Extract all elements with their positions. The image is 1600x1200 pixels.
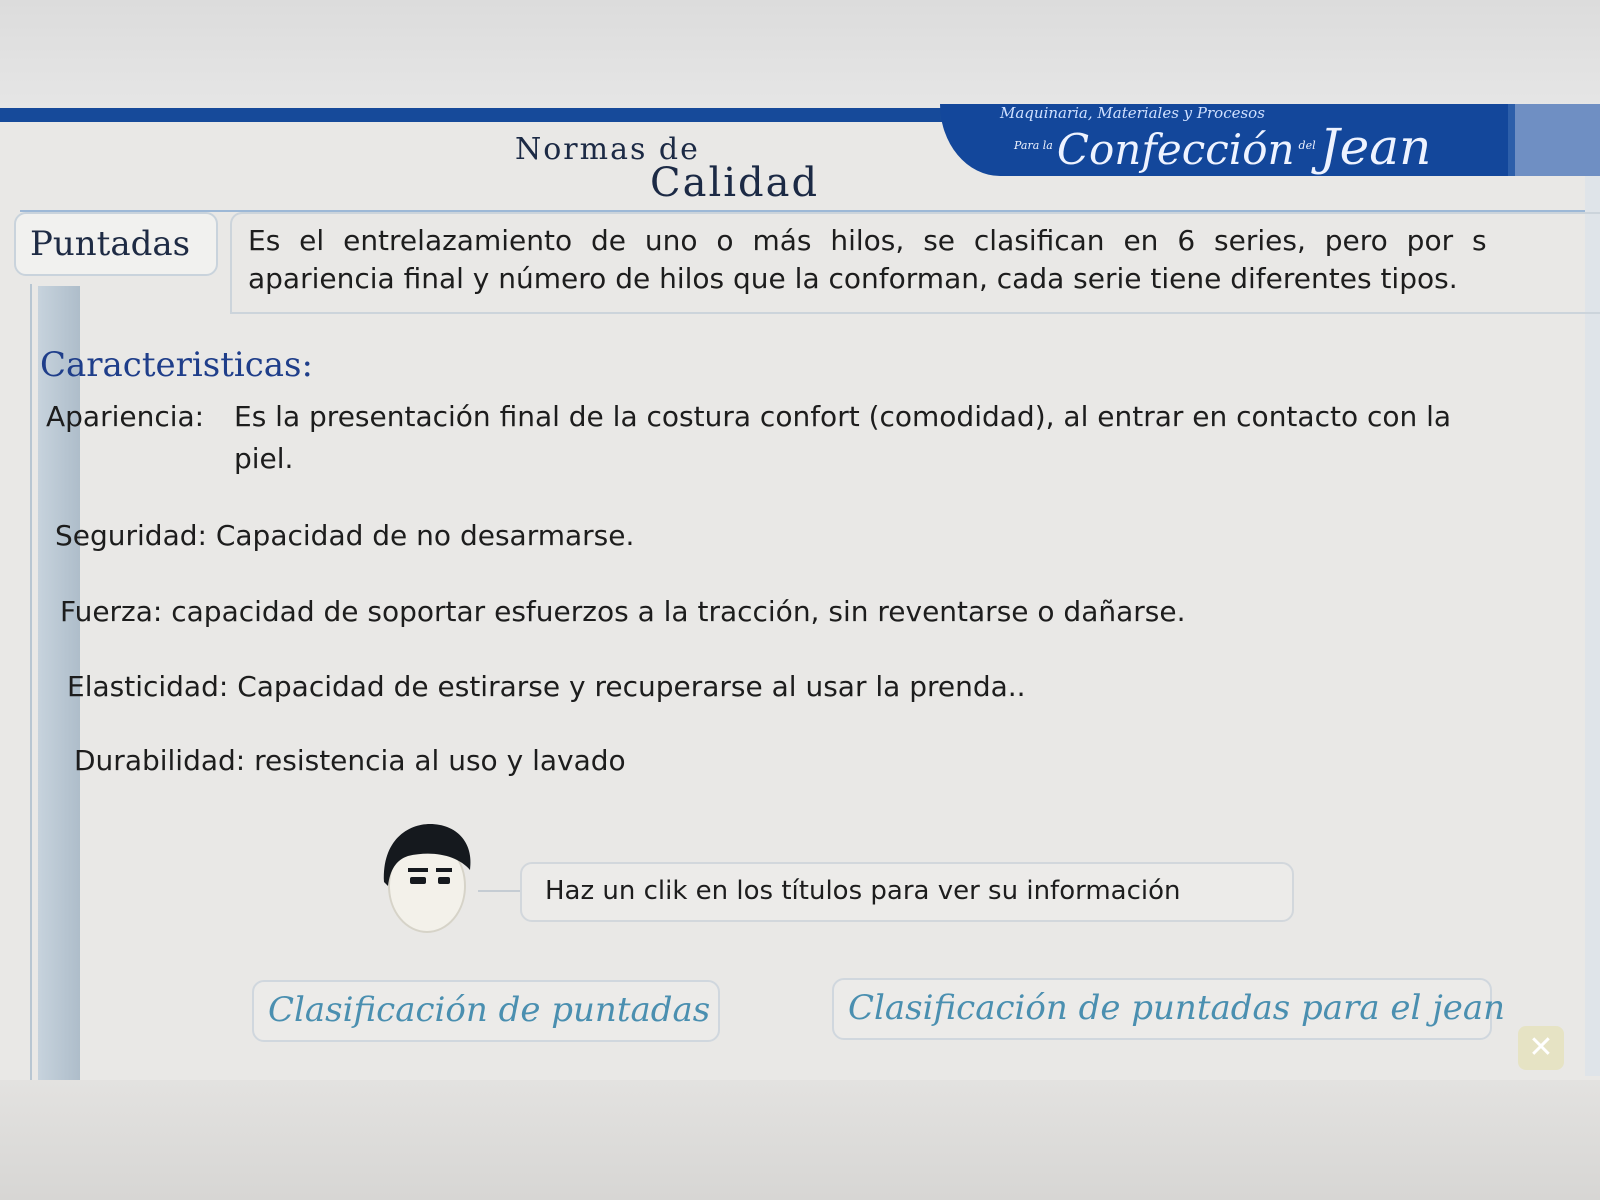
- close-icon[interactable]: ✕: [1518, 1026, 1564, 1070]
- banner-word-confeccion: Confección: [1056, 125, 1295, 174]
- apariencia-term: Apariencia:: [46, 400, 205, 433]
- row-seguridad: Seguridad: Capacidad de no desarmarse.: [55, 519, 635, 552]
- banner-subtitle: Maquinaria, Materiales y Procesos: [1000, 104, 1265, 122]
- clasificacion-puntadas-jean-button[interactable]: Clasificación de puntadas para el jean: [832, 978, 1492, 1040]
- row-elasticidad: Elasticidad: Capacidad de estirarse y recuperarse al usar la prenda..: [67, 670, 1026, 703]
- apariencia-def-line1: Es la presentación final de la costura confort (comodidad), al entrar en contacto con la: [234, 400, 1452, 433]
- screen-bottom-area: [0, 1080, 1600, 1200]
- characteristics-heading: Caracteristicas:: [40, 345, 313, 385]
- banner-prefix: Para la: [1014, 139, 1053, 152]
- page-title-line1: Normas de: [515, 132, 700, 167]
- header-blue-line: [0, 108, 1000, 122]
- screen-top-area: [0, 0, 1600, 110]
- row-apariencia: [46, 397, 1546, 481]
- hint-message: Haz un clik en los títulos para ver su información: [545, 876, 1181, 906]
- cartoon-face-icon: [378, 820, 476, 938]
- apariencia-def-line2: piel.: [234, 442, 294, 475]
- intro-line-2: apariencia final y número de hilos que la conforman, cada serie tiene diferentes tipos.: [248, 262, 1458, 295]
- row-durabilidad: Durabilidad: resistencia al uso y lavado: [74, 744, 626, 777]
- clasificacion-puntadas-button[interactable]: Clasificación de puntadas: [252, 980, 720, 1042]
- tab-puntadas-label: Puntadas: [30, 224, 191, 264]
- banner-word-jean: Jean: [1319, 118, 1432, 176]
- banner-edge: [1515, 104, 1600, 176]
- page-title-line2: Calidad: [650, 160, 820, 206]
- banner-connector: del: [1298, 139, 1316, 152]
- speech-tail: [478, 890, 522, 892]
- row-fuerza: Fuerza: capacidad de soportar esfuerzos a la tracción, sin reventarse o dañarse.: [60, 595, 1186, 628]
- intro-line-1: Es el entrelazamiento de uno o más hilos, se clasifican en 6 series, pero por s: [248, 224, 1487, 257]
- banner-title: [1010, 118, 1490, 174]
